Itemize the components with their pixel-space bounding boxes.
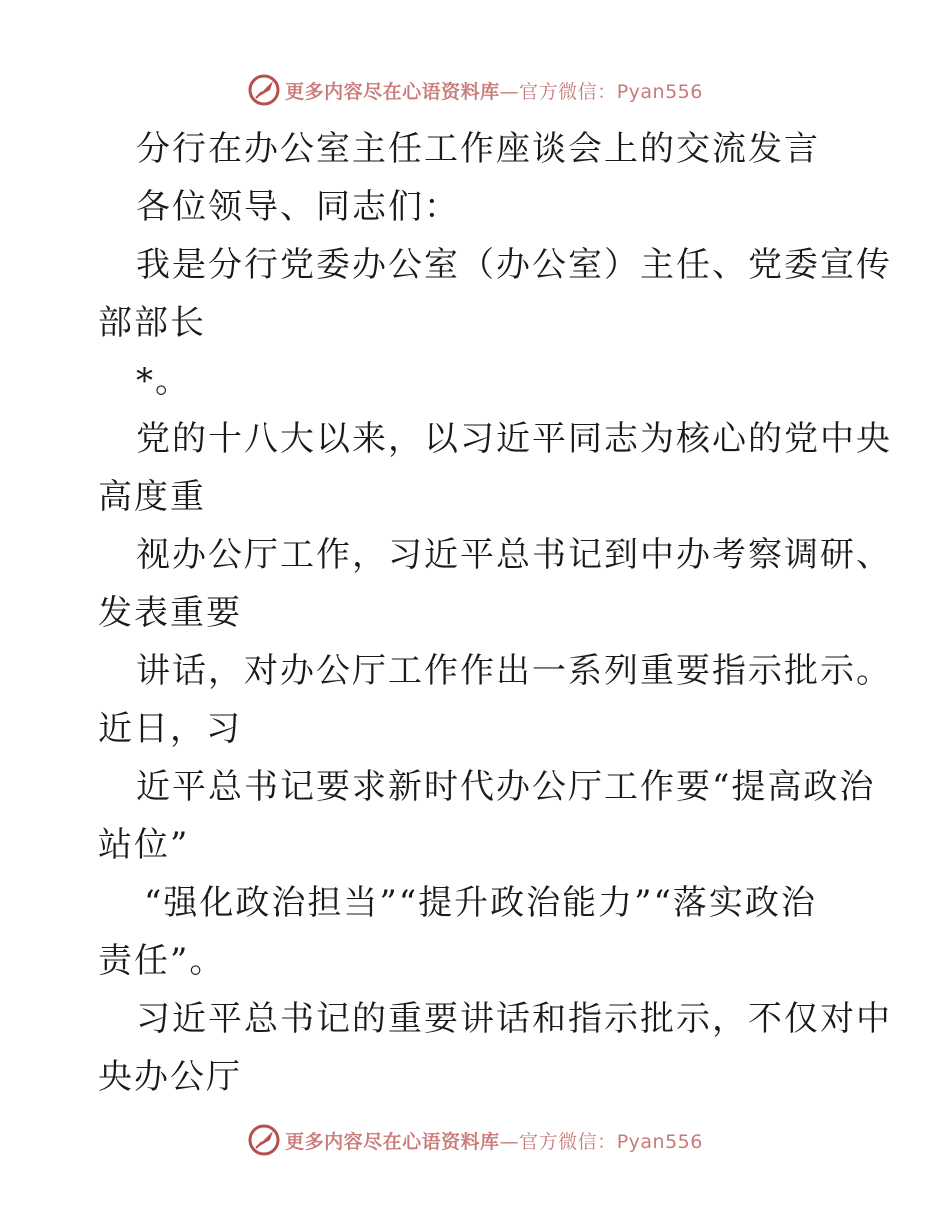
doc-line: *。 [136,361,191,401]
doc-line: 讲话，对办公厅工作作出一系列重要指示批示。 [136,651,892,691]
doc-title: 分行在办公室主任工作座谈会上的交流发言 [136,129,820,169]
header-watermark [0,70,950,110]
doc-line: 站位” [98,825,190,865]
doc-line: 近平总书记要求新时代办公厅工作要“提高政治 [136,767,876,807]
watermark-text: 更多内容尽在心语资料库—官方微信：Pyan556 [285,80,703,103]
doc-line: 党的十八大以来，以习近平同志为核心的党中央 [136,419,892,459]
doc-line: “强化政治担当”“提升政治能力”“落实政治 [144,883,817,923]
doc-line: 视办公厅工作，习近平总书记到中办考察调研、 [136,535,892,575]
doc-line: 我是分行党委办公室（办公室）主任、党委宣传 [136,245,892,285]
doc-line: 近日，习 [98,709,242,749]
doc-line: 各位领导、同志们： [136,187,460,227]
doc-line: 高度重 [98,477,206,517]
doc-line: 习近平总书记的重要讲话和指示批示，不仅对中 [136,999,892,1039]
watermark-text: 更多内容尽在心语资料库—官方微信：Pyan556 [285,1130,703,1153]
quill-logo-icon [247,73,281,107]
doc-line: 发表重要 [98,593,242,633]
document-body [98,120,892,1106]
footer-watermark [0,1120,950,1160]
doc-line: 部部长 [98,303,206,343]
doc-line: 央办公厅 [98,1057,242,1097]
quill-logo-icon [247,1123,281,1157]
doc-line: 责任”。 [98,941,226,981]
